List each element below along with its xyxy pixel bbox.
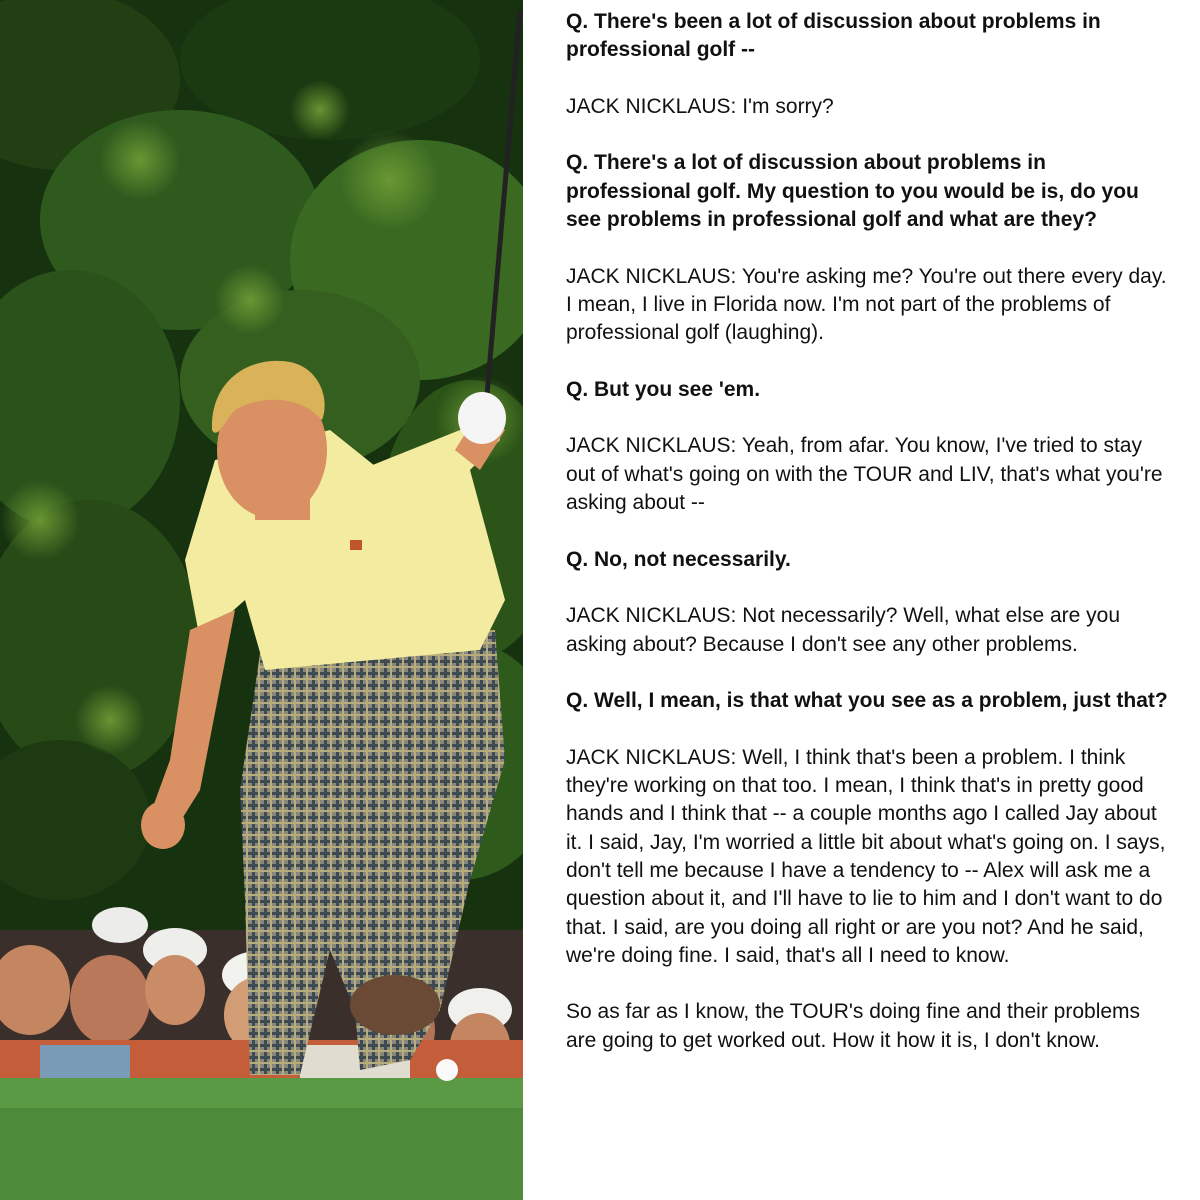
question-paragraph: Q. There's a lot of discussion about problems in professional golf. My question to you would be is, do you see problems in professional golf and what are they?: [566, 151, 1139, 232]
answer-paragraph: JACK NICKLAUS: Not necessarily? Well, what else are you asking about? Because I don't see any other problems.: [566, 604, 1120, 656]
answer-paragraph: JACK NICKLAUS: You're asking me? You're out there every day. I mean, I live in Florida now. I'm not part of the problems of professional golf (laughing).: [566, 264, 1167, 345]
golf-ball: [436, 1059, 458, 1081]
answer-paragraph: JACK NICKLAUS: I'm sorry?: [566, 94, 834, 118]
golf-glove: [458, 392, 506, 444]
left-hand: [141, 801, 185, 849]
answer-paragraph: JACK NICKLAUS: Yeah, from afar. You know, I've tried to stay out of what's going on with the TOUR and LIV, that's what you're asking about --: [566, 434, 1163, 515]
golfer-photo: [0, 0, 523, 1200]
answer-paragraph: So as far as I know, the TOUR's doing fine and their problems are going to get worked out. How it how it is, I don't know.: [566, 1000, 1141, 1052]
question-paragraph: Q. But you see 'em.: [566, 377, 761, 401]
golf-shoe: [350, 975, 440, 1035]
interview-transcript: [566, 8, 1172, 1083]
shirt-logo: [350, 540, 362, 550]
question-paragraph: Q. Well, I mean, is that what you see as a problem, just that?: [566, 689, 1168, 713]
question-paragraph: Q. No, not necessarily.: [566, 547, 791, 571]
answer-paragraph: JACK NICKLAUS: Well, I think that's been a problem. I think they're working on that too. I mean, I think that's in pretty good hands and I think that -- a couple months ago I called Jay about it. I said, Jay, I'm worried a little bit about what's going on. I says, don't tell me because I have a tendency to -- Alex will ask me a question about it, and I'll have to lie to him and I don't want to do that. I said, are you doing all right or are you not? And he said, we're doing fine. I said, that's all I need to know.: [566, 745, 1166, 967]
golfer-illustration: [0, 0, 523, 1200]
question-paragraph: Q. There's been a lot of discussion about problems in professional golf --: [566, 10, 1101, 62]
